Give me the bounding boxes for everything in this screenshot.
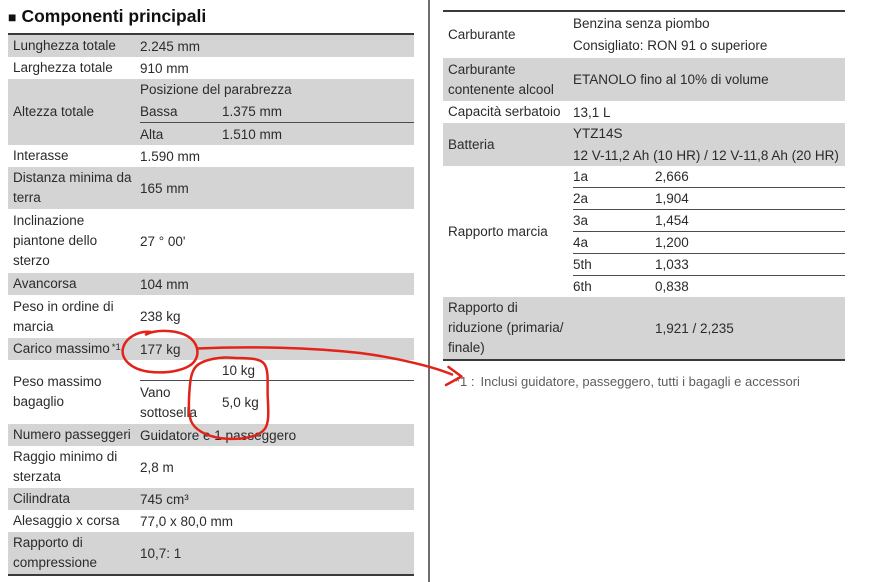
row-label: Avancorsa (13, 276, 77, 291)
sub-row (573, 254, 845, 275)
row-label: Lunghezza totale (13, 38, 116, 53)
row-label: Rapporto di compressione (13, 535, 98, 570)
gear-value: 1,200 (655, 235, 689, 250)
row-label: Batteria (448, 136, 495, 152)
row-value-group (140, 360, 414, 424)
table-row (443, 297, 845, 359)
row-value: 13,1 L (573, 104, 611, 120)
sub-value: 1.510 mm (222, 126, 283, 142)
column-divider (428, 0, 430, 582)
row-value: 177 kg (140, 341, 181, 357)
sub-row (573, 166, 845, 187)
row-value: 165 mm (140, 180, 189, 196)
page-title (8, 4, 414, 29)
table-row (443, 12, 845, 58)
row-value: 238 kg (140, 309, 181, 324)
row-value: ETANOLO fino al 10% di volume (573, 72, 769, 87)
right-column (443, 10, 845, 389)
row-value: 2.245 mm (140, 38, 201, 54)
sub-row (140, 360, 414, 380)
row-label: Peso massimo bagaglio (13, 374, 102, 409)
row-value (573, 297, 845, 359)
row-label: Peso in ordine di marcia (13, 298, 114, 334)
footnote-marker: *1 : (455, 374, 475, 389)
table-row (8, 145, 414, 167)
table-row (8, 338, 414, 360)
gear-value: 2,666 (655, 169, 689, 184)
row-label: Carburante contenente alcool (448, 61, 554, 97)
sub-row (573, 188, 845, 209)
row-value-line: Consigliato: RON 91 o superiore (573, 38, 768, 53)
row-label: Rapporto di riduzione (primaria/ finale) (448, 300, 564, 355)
row-value: 77,0 x 80,0 mm (140, 513, 234, 529)
table-row (8, 532, 414, 574)
left-column (8, 4, 414, 576)
sub-row (140, 123, 414, 145)
row-label: Altezza totale (13, 104, 95, 119)
table-row (443, 123, 845, 166)
gear-value: 1,904 (655, 191, 689, 206)
row-label: Capacità serbatoio (448, 104, 561, 119)
table-row (8, 424, 414, 446)
table-row (8, 79, 414, 145)
row-value-line: Benzina senza piombo (573, 16, 710, 31)
row-value-group (140, 79, 414, 145)
row-value: 745 cm³ (140, 491, 189, 507)
sub-value: 5,0 kg (222, 395, 259, 410)
footnote (443, 374, 845, 389)
sub-row (573, 232, 845, 253)
sub-label: Alta (140, 126, 164, 142)
table-row (8, 360, 414, 424)
row-value-group (573, 12, 845, 58)
row-value: 1.590 mm (140, 148, 201, 164)
sub-label: Vano sottosella (140, 384, 198, 420)
table-row (8, 35, 414, 57)
row-label: Interasse (13, 148, 69, 163)
gear-value: 1,033 (655, 257, 689, 272)
row-label: Larghezza totale (13, 60, 113, 75)
gear-label: 4a (573, 235, 589, 250)
gear-value: 0,838 (655, 279, 689, 294)
row-label: Raggio minimo di sterzata (13, 449, 118, 484)
row-label: Cilindrata (13, 491, 71, 506)
gear-label: 5th (573, 257, 592, 272)
row-label (8, 338, 140, 360)
row-value: 2,8 m (140, 459, 174, 475)
table-row (8, 167, 414, 209)
row-label: Carburante (448, 27, 516, 42)
row-value-line: YTZ14S (573, 125, 623, 141)
row-label: Alesaggio x corsa (13, 513, 120, 528)
right-spec-table (443, 10, 845, 361)
page-title-text: Componenti principali (21, 6, 207, 26)
sub-row (140, 381, 414, 424)
table-row (8, 510, 414, 532)
table-row (443, 166, 845, 297)
gear-label: 6th (573, 279, 592, 294)
gear-value: 1,454 (655, 213, 689, 228)
group-header: Posizione del parabrezza (140, 82, 292, 97)
table-row (8, 209, 414, 273)
gear-label: 2a (573, 191, 589, 206)
row-label-text: Carico massimo (13, 341, 110, 356)
sub-row (140, 101, 414, 122)
table-row (8, 446, 414, 488)
sub-value: 10 kg (222, 362, 256, 378)
sub-row (573, 276, 845, 297)
row-value: 104 mm (140, 276, 189, 292)
sub-value: 1.375 mm (222, 104, 283, 119)
gear-ratio-subtable (573, 166, 845, 297)
row-value: 910 mm (140, 60, 189, 76)
table-row (8, 295, 414, 338)
table-row (443, 58, 845, 101)
row-value: 10,7: 1 (140, 545, 182, 561)
table-row (8, 488, 414, 510)
square-bullet-icon: ■ (8, 8, 17, 25)
footnote-marker-ref: *1 (111, 342, 121, 353)
table-row (8, 57, 414, 79)
row-value: Guidatore e 1 passeggero (140, 427, 297, 443)
gear-label: 3a (573, 213, 589, 228)
row-label: Numero passeggeri (13, 427, 131, 442)
sub-row (573, 210, 845, 231)
row-label: Inclinazione piantone dello sterzo (13, 213, 98, 268)
row-label: Distanza minima da terra (13, 170, 132, 205)
footnote-text: Inclusi guidatore, passeggero, tutti i bagagli e accessori (480, 374, 800, 389)
left-spec-table (8, 33, 414, 576)
row-label: Rapporto marcia (448, 223, 548, 239)
row-value: 27 ° 00' (140, 233, 186, 249)
row-value-group (573, 123, 845, 166)
row-value-line: 12 V-11,2 Ah (10 HR) / 12 V-11,8 Ah (20 HR) (573, 147, 839, 163)
table-row (8, 273, 414, 295)
sub-label: Bassa (140, 104, 178, 119)
row-value-text: 1,921 / 2,235 (655, 320, 734, 336)
table-row (443, 101, 845, 123)
gear-label: 1a (573, 169, 589, 184)
